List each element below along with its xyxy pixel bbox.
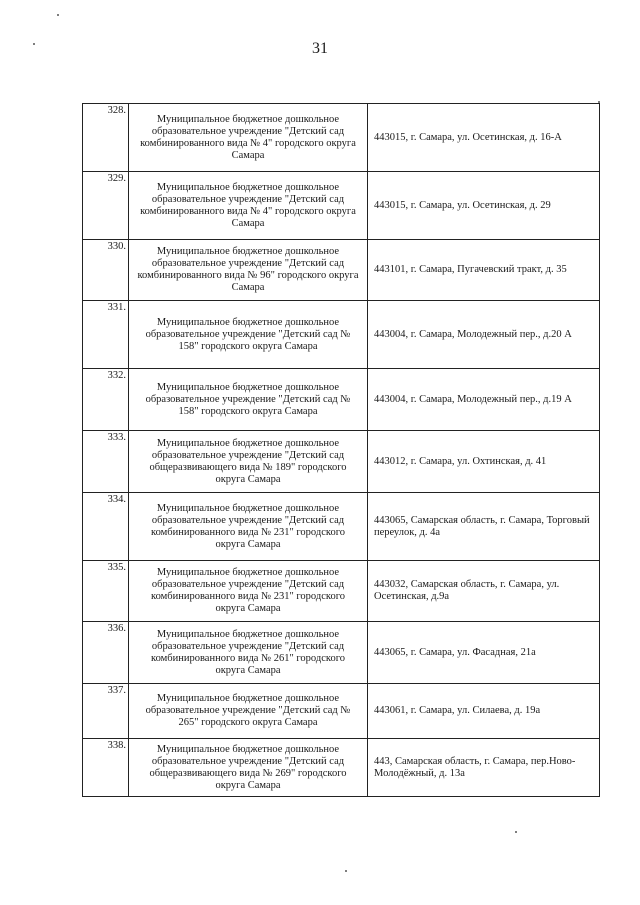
institution-name: Муниципальное бюджетное дошкольное образовательное учреждение "Детский сад комбинированного вида № 96" городского округа Самара (129, 240, 368, 301)
table-row (83, 561, 600, 622)
institution-name: Муниципальное бюджетное дошкольное образовательное учреждение "Детский сад комбинированного вида № 261" городского округа Самара (129, 622, 368, 684)
table-row (83, 172, 600, 240)
institution-address: 443065, Самарская область, г. Самара, Торговый переулок, д. 4а (368, 493, 600, 561)
table-row (83, 739, 600, 797)
table-row (83, 104, 600, 172)
row-number: 334. (83, 493, 129, 561)
row-number: 338. (83, 739, 129, 797)
scan-speck (345, 870, 347, 872)
row-number: 332. (83, 369, 129, 431)
table-row (83, 301, 600, 369)
institution-address: 443101, г. Самара, Пугачевский тракт, д. 35 (368, 240, 600, 301)
row-number: 335. (83, 561, 129, 622)
institution-name: Муниципальное бюджетное дошкольное образовательное учреждение "Детский сад комбинированного вида № 231" городского округа Самара (129, 561, 368, 622)
scan-speck (515, 831, 517, 833)
scan-speck (598, 101, 600, 103)
institution-name: Муниципальное бюджетное дошкольное образовательное учреждение "Детский сад комбинированного вида № 231" городского округа Самара (129, 493, 368, 561)
table-row (83, 684, 600, 739)
row-number: 337. (83, 684, 129, 739)
institution-name: Муниципальное бюджетное дошкольное образовательное учреждение "Детский сад комбинированного вида № 4" городского округа Самара (129, 172, 368, 240)
institution-address: 443061, г. Самара, ул. Силаева, д. 19а (368, 684, 600, 739)
institution-name: Муниципальное бюджетное дошкольное образовательное учреждение "Детский сад общеразвивающего вида № 269" городского округа Самара (129, 739, 368, 797)
registry-table (82, 103, 600, 797)
institution-address: 443012, г. Самара, ул. Охтинская, д. 41 (368, 431, 600, 493)
institution-address: 443, Самарская область, г. Самара, пер.Ново-Молодёжный, д. 13а (368, 739, 600, 797)
row-number: 336. (83, 622, 129, 684)
row-number: 329. (83, 172, 129, 240)
institution-name: Муниципальное бюджетное дошкольное образовательное учреждение "Детский сад № 265" городского округа Самара (129, 684, 368, 739)
row-number: 330. (83, 240, 129, 301)
institution-address: 443065, г. Самара, ул. Фасадная, 21а (368, 622, 600, 684)
institution-name: Муниципальное бюджетное дошкольное образовательное учреждение "Детский сад комбинированного вида № 4" городского округа Самара (129, 104, 368, 172)
table-row (83, 622, 600, 684)
institution-address: 443004, г. Самара, Молодежный пер., д.19 А (368, 369, 600, 431)
institution-name: Муниципальное бюджетное дошкольное образовательное учреждение "Детский сад № 158" городского округа Самара (129, 369, 368, 431)
institution-address: 443015, г. Самара, ул. Осетинская, д. 29 (368, 172, 600, 240)
table-row (83, 240, 600, 301)
institution-name: Муниципальное бюджетное дошкольное образовательное учреждение "Детский сад № 158" городского округа Самара (129, 301, 368, 369)
institution-name: Муниципальное бюджетное дошкольное образовательное учреждение "Детский сад общеразвивающего вида № 189" городского округа Самара (129, 431, 368, 493)
page-number: 31 (312, 40, 328, 57)
scan-speck (33, 43, 35, 45)
institution-address: 443015, г. Самара, ул. Осетинская, д. 16-А (368, 104, 600, 172)
row-number: 331. (83, 301, 129, 369)
table-row (83, 493, 600, 561)
institution-address: 443032, Самарская область, г. Самара, ул. Осетинская, д.9а (368, 561, 600, 622)
row-number: 328. (83, 104, 129, 172)
institution-address: 443004, г. Самара, Молодежный пер., д.20 А (368, 301, 600, 369)
row-number: 333. (83, 431, 129, 493)
scan-speck (57, 14, 59, 16)
table-row (83, 431, 600, 493)
table-row (83, 369, 600, 431)
